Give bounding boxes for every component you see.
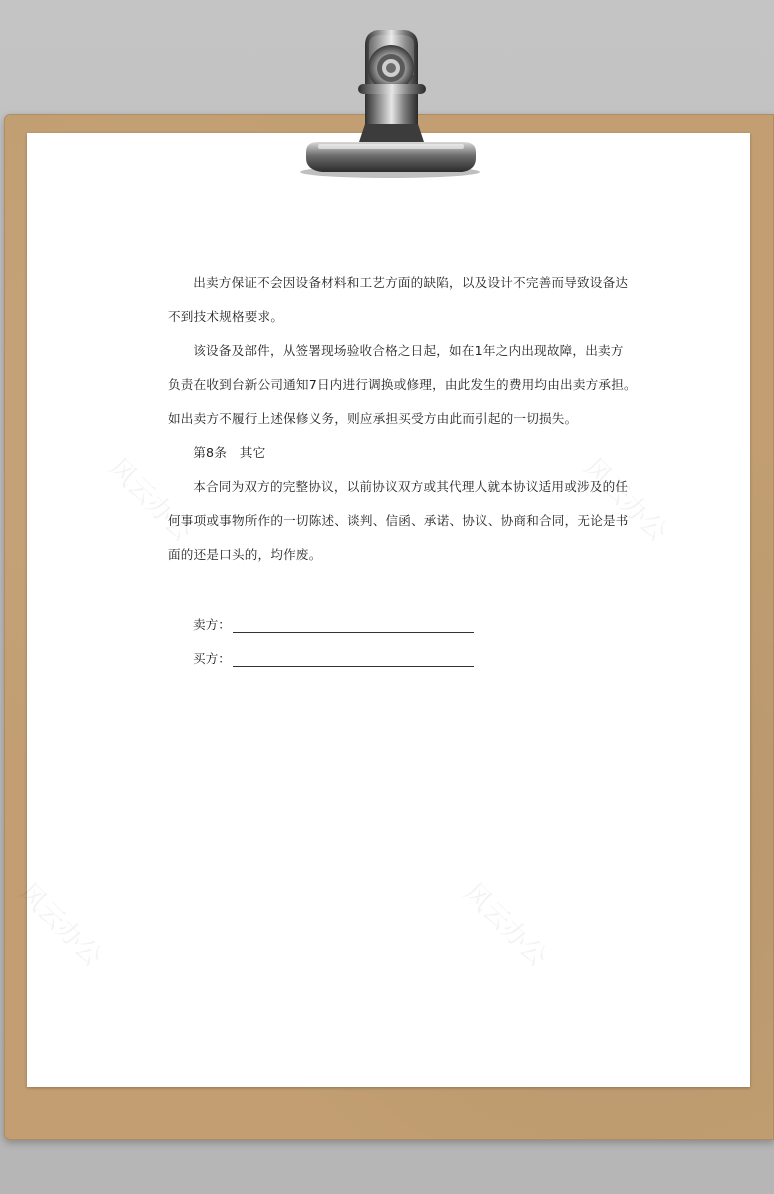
text-line: 何事项或事物所作的一切陈述、谈判、信函、承诺、协议、协商和合同，无论是书 [168, 513, 629, 528]
paragraph-warranty-repair [168, 334, 637, 436]
buyer-signature [193, 648, 474, 667]
text-line: 本合同为双方的完整协议，以前协议双方或其代理人就本协议适用或涉及的任 [193, 479, 629, 494]
text-line: 出卖方保证不会因设备材料和工艺方面的缺陷，以及设计不完善而导致设备达 [193, 275, 629, 290]
seller-signature-line[interactable] [233, 618, 474, 633]
text-line: 不到技术规格要求。 [168, 309, 284, 324]
text-line: 如出卖方不履行上述保修义务，则应承担买受方由此而引起的一切损失。 [168, 411, 578, 426]
buyer-label: 买方： [193, 651, 231, 666]
binder-clip-icon [0, 0, 774, 190]
text-line: 负责在收到台新公司通知7日内进行调换或修理，由此发生的费用均由出卖方承担。 [168, 377, 637, 392]
text-line: 面的还是口头的，均作废。 [168, 547, 322, 562]
paragraph-warranty-quality [168, 266, 629, 334]
seller-signature [193, 614, 474, 633]
paragraph-entire-agreement [168, 470, 629, 572]
seller-label: 卖方： [193, 617, 231, 632]
text-line: 第8条 其它 [193, 445, 266, 460]
document-body [168, 266, 637, 572]
article-heading [168, 436, 608, 470]
buyer-signature-line[interactable] [233, 652, 474, 667]
text-line: 该设备及部件，从签署现场验收合格之日起，如在1年之内出现故障，出卖方 [193, 343, 624, 358]
